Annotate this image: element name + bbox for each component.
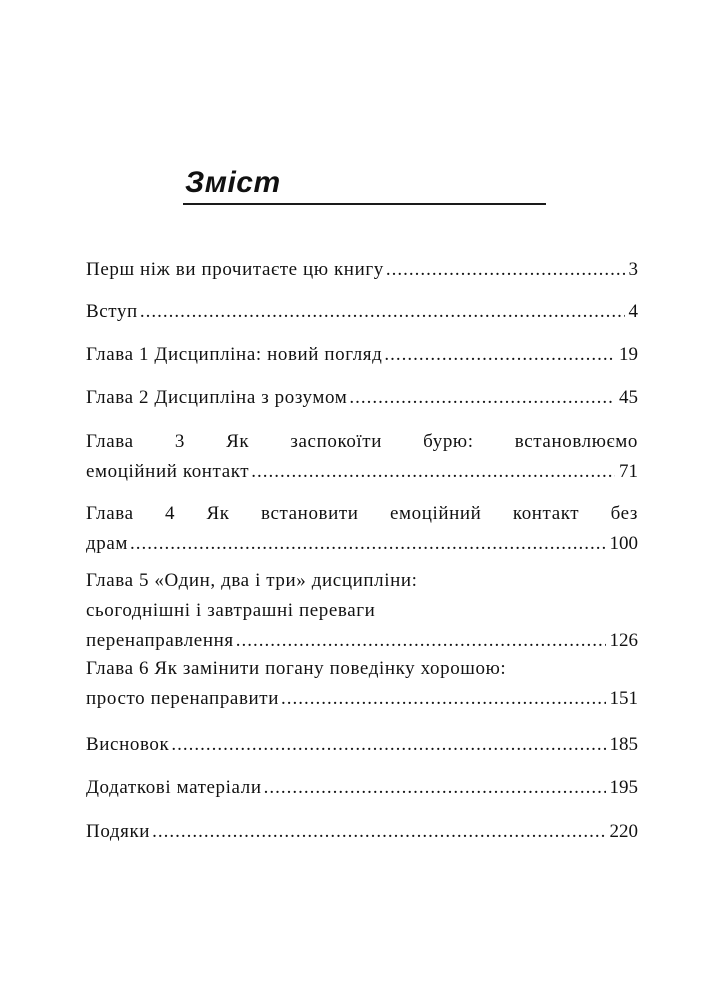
dot-leader <box>152 817 605 847</box>
dot-leader <box>171 730 605 760</box>
toc-entry-title-line: Глава 6 Як замінити погану поведінку хорошою: <box>86 658 507 679</box>
dot-leader <box>264 773 606 803</box>
toc-entry-title-line: Глава 5 «Один, два і три» дисципліни: <box>86 570 418 591</box>
dot-leader <box>349 383 615 413</box>
toc-entry-title-line: просто перенаправити <box>86 688 279 709</box>
title-underline <box>183 203 546 205</box>
toc-entry-title-line: сьогоднішні і завтрашні переваги <box>86 600 376 621</box>
toc-page-number: 185 <box>609 734 638 755</box>
toc-page-number: 3 <box>628 259 638 280</box>
dot-leader <box>140 297 625 327</box>
toc-page-number: 71 <box>619 461 638 482</box>
toc-entry <box>86 340 638 370</box>
toc-entry-title-line: Глава 4 Як встановити емоційний контакт без <box>86 503 638 524</box>
toc-entry-title: Глава 2 Дисципліна з розумом <box>86 387 348 408</box>
toc-entry-title: Подяки <box>86 821 151 842</box>
toc-page-number: 4 <box>628 301 638 322</box>
toc-entry-title-line: драм <box>86 533 129 554</box>
toc-entry <box>86 817 638 847</box>
toc-entry <box>86 730 638 760</box>
toc-page-number: 45 <box>619 387 638 408</box>
toc-entry <box>86 566 638 656</box>
dot-leader <box>384 340 615 370</box>
dot-leader <box>236 626 606 656</box>
toc-page-number: 151 <box>609 688 638 709</box>
toc-page-number: 220 <box>609 821 638 842</box>
toc-entry <box>86 427 638 487</box>
toc-entry-title: Висновок <box>86 734 170 755</box>
toc-page-number: 19 <box>619 344 638 365</box>
dot-leader <box>251 457 615 487</box>
toc-entry-title: Перш ніж ви прочитаєте цю книгу <box>86 259 384 280</box>
toc-entry <box>86 255 638 285</box>
dot-leader <box>281 684 606 714</box>
toc-page-number: 100 <box>609 533 638 554</box>
toc-entry-title-line: перенаправлення <box>86 630 234 651</box>
toc-entry <box>86 297 638 327</box>
toc-entry <box>86 773 638 803</box>
toc-entry-title: Додаткові матеріали <box>86 777 262 798</box>
toc-entry-title-line: Глава 3 Як заспокоїти бурю: встановлюємо <box>86 431 638 452</box>
dot-leader <box>386 255 625 285</box>
toc-entry <box>86 499 638 559</box>
toc-page-number: 126 <box>609 630 638 651</box>
toc-page-number: 195 <box>609 777 638 798</box>
toc-entry <box>86 383 638 413</box>
toc-entry-title-line: емоційний контакт <box>86 461 250 482</box>
toc-title: Зміст <box>185 166 281 199</box>
toc-entry <box>86 654 638 714</box>
toc-entry-title: Глава 1 Дисципліна: новий погляд <box>86 344 383 365</box>
dot-leader <box>130 529 605 559</box>
toc-entry-title: Вступ <box>86 301 138 322</box>
